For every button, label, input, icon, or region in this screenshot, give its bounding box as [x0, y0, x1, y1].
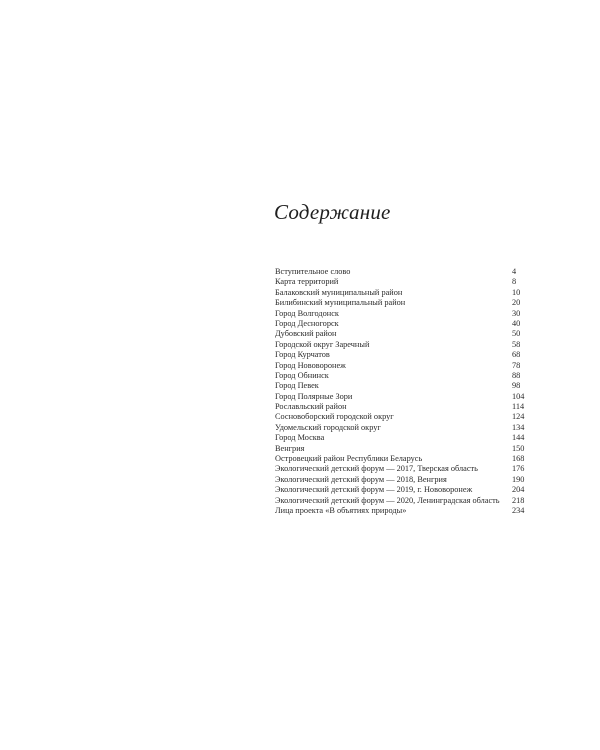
toc-entry-page: 30 — [512, 308, 521, 318]
toc-entry — [275, 267, 530, 277]
toc-entry-title: Экологический детский форум — 2019, г. Нововоронеж — [275, 485, 473, 495]
toc-entry-title: Вступительное слово — [275, 267, 351, 276]
toc-entry-title: Удомельский городской округ — [275, 422, 381, 432]
toc-entry — [275, 298, 530, 308]
toc-entry-page: 114 — [512, 402, 525, 412]
toc-entry-title: Островецкий район Республики Беларусь — [275, 454, 423, 464]
toc-entry-page: 78 — [512, 360, 521, 370]
toc-entry — [275, 433, 530, 443]
toc-entry-page: 58 — [512, 339, 521, 349]
toc-entry — [275, 329, 530, 339]
toc-entry-title: Город Курчатов — [275, 350, 330, 360]
toc-entry-title: Город Москва — [275, 433, 325, 443]
toc-entry-title: Балаковский муниципальный район — [275, 287, 403, 297]
toc-entry-page: 190 — [512, 474, 525, 484]
toc-entry — [275, 444, 530, 454]
toc-entry-title: Дубовский район — [275, 329, 337, 339]
toc-entry-page: 8 — [512, 277, 517, 287]
toc-entry — [275, 506, 530, 516]
toc-entry-page: 176 — [512, 464, 525, 474]
toc-entry — [275, 496, 530, 506]
toc-entry-title: Сосновоборский городской округ — [275, 412, 394, 422]
toc-entry — [275, 423, 530, 433]
toc-entry-page: 88 — [512, 370, 521, 380]
toc-entry-title: Город Волгодонск — [275, 308, 339, 318]
toc-entry — [275, 402, 530, 412]
toc-entry-page: 104 — [512, 391, 525, 401]
toc-entry-page: 168 — [512, 454, 525, 464]
toc-entry-title: Венгрия — [275, 443, 305, 453]
toc-entry — [275, 475, 530, 485]
toc-entry — [275, 350, 530, 360]
toc-entry — [275, 454, 530, 464]
toc-entry — [275, 464, 530, 474]
toc-entry-page: 50 — [512, 329, 521, 339]
toc-entry — [275, 277, 530, 287]
toc-entry — [275, 381, 530, 391]
table-of-contents — [275, 267, 530, 516]
toc-entry-title: Экологический детский форум — 2017, Тверская область — [275, 464, 478, 474]
toc-entry — [275, 361, 530, 371]
toc-entry — [275, 371, 530, 381]
toc-entry-title: Экологический детский форум — 2018, Венгрия — [275, 474, 447, 484]
toc-entry-page: 204 — [512, 485, 525, 495]
toc-entry-title: Карта территорий — [275, 277, 339, 287]
toc-entry-title: Рославльский район — [275, 402, 347, 412]
toc-entry-page: 134 — [512, 422, 525, 432]
toc-entry-title: Город Обнинск — [275, 370, 329, 380]
toc-entry — [275, 309, 530, 319]
toc-entry-title: Город Десногорск — [275, 318, 339, 328]
toc-entry-page: 234 — [512, 505, 525, 515]
toc-entry — [275, 392, 530, 402]
toc-entry-title: Город Певек — [275, 381, 319, 391]
toc-entry-page: 4 — [512, 267, 517, 276]
toc-entry — [275, 485, 530, 495]
page-title: Содержание — [274, 200, 391, 224]
toc-entry — [275, 319, 530, 329]
toc-entry-page: 124 — [512, 412, 525, 422]
toc-entry-page: 10 — [512, 287, 521, 297]
toc-entry-page: 144 — [512, 433, 525, 443]
toc-entry-page: 218 — [512, 495, 525, 505]
toc-entry-title: Лица проекта «В объятиях природы» — [275, 505, 407, 515]
toc-entry — [275, 288, 530, 298]
toc-entry — [275, 340, 530, 350]
toc-entry-title: Город Полярные Зори — [275, 391, 353, 401]
toc-entry-title: Билибинский муниципальный район — [275, 298, 406, 308]
toc-entry-title: Городской округ Заречный — [275, 339, 370, 349]
toc-entry-page: 40 — [512, 318, 521, 328]
toc-entry-page: 150 — [512, 443, 525, 453]
toc-entry-title: Экологический детский форум — 2020, Ленинградская область — [275, 495, 500, 505]
toc-entry-title: Город Нововоронеж — [275, 360, 346, 370]
toc-entry-page: 98 — [512, 381, 521, 391]
toc-entry — [275, 412, 530, 422]
toc-entry-page: 20 — [512, 298, 521, 308]
toc-entry-page: 68 — [512, 350, 521, 360]
